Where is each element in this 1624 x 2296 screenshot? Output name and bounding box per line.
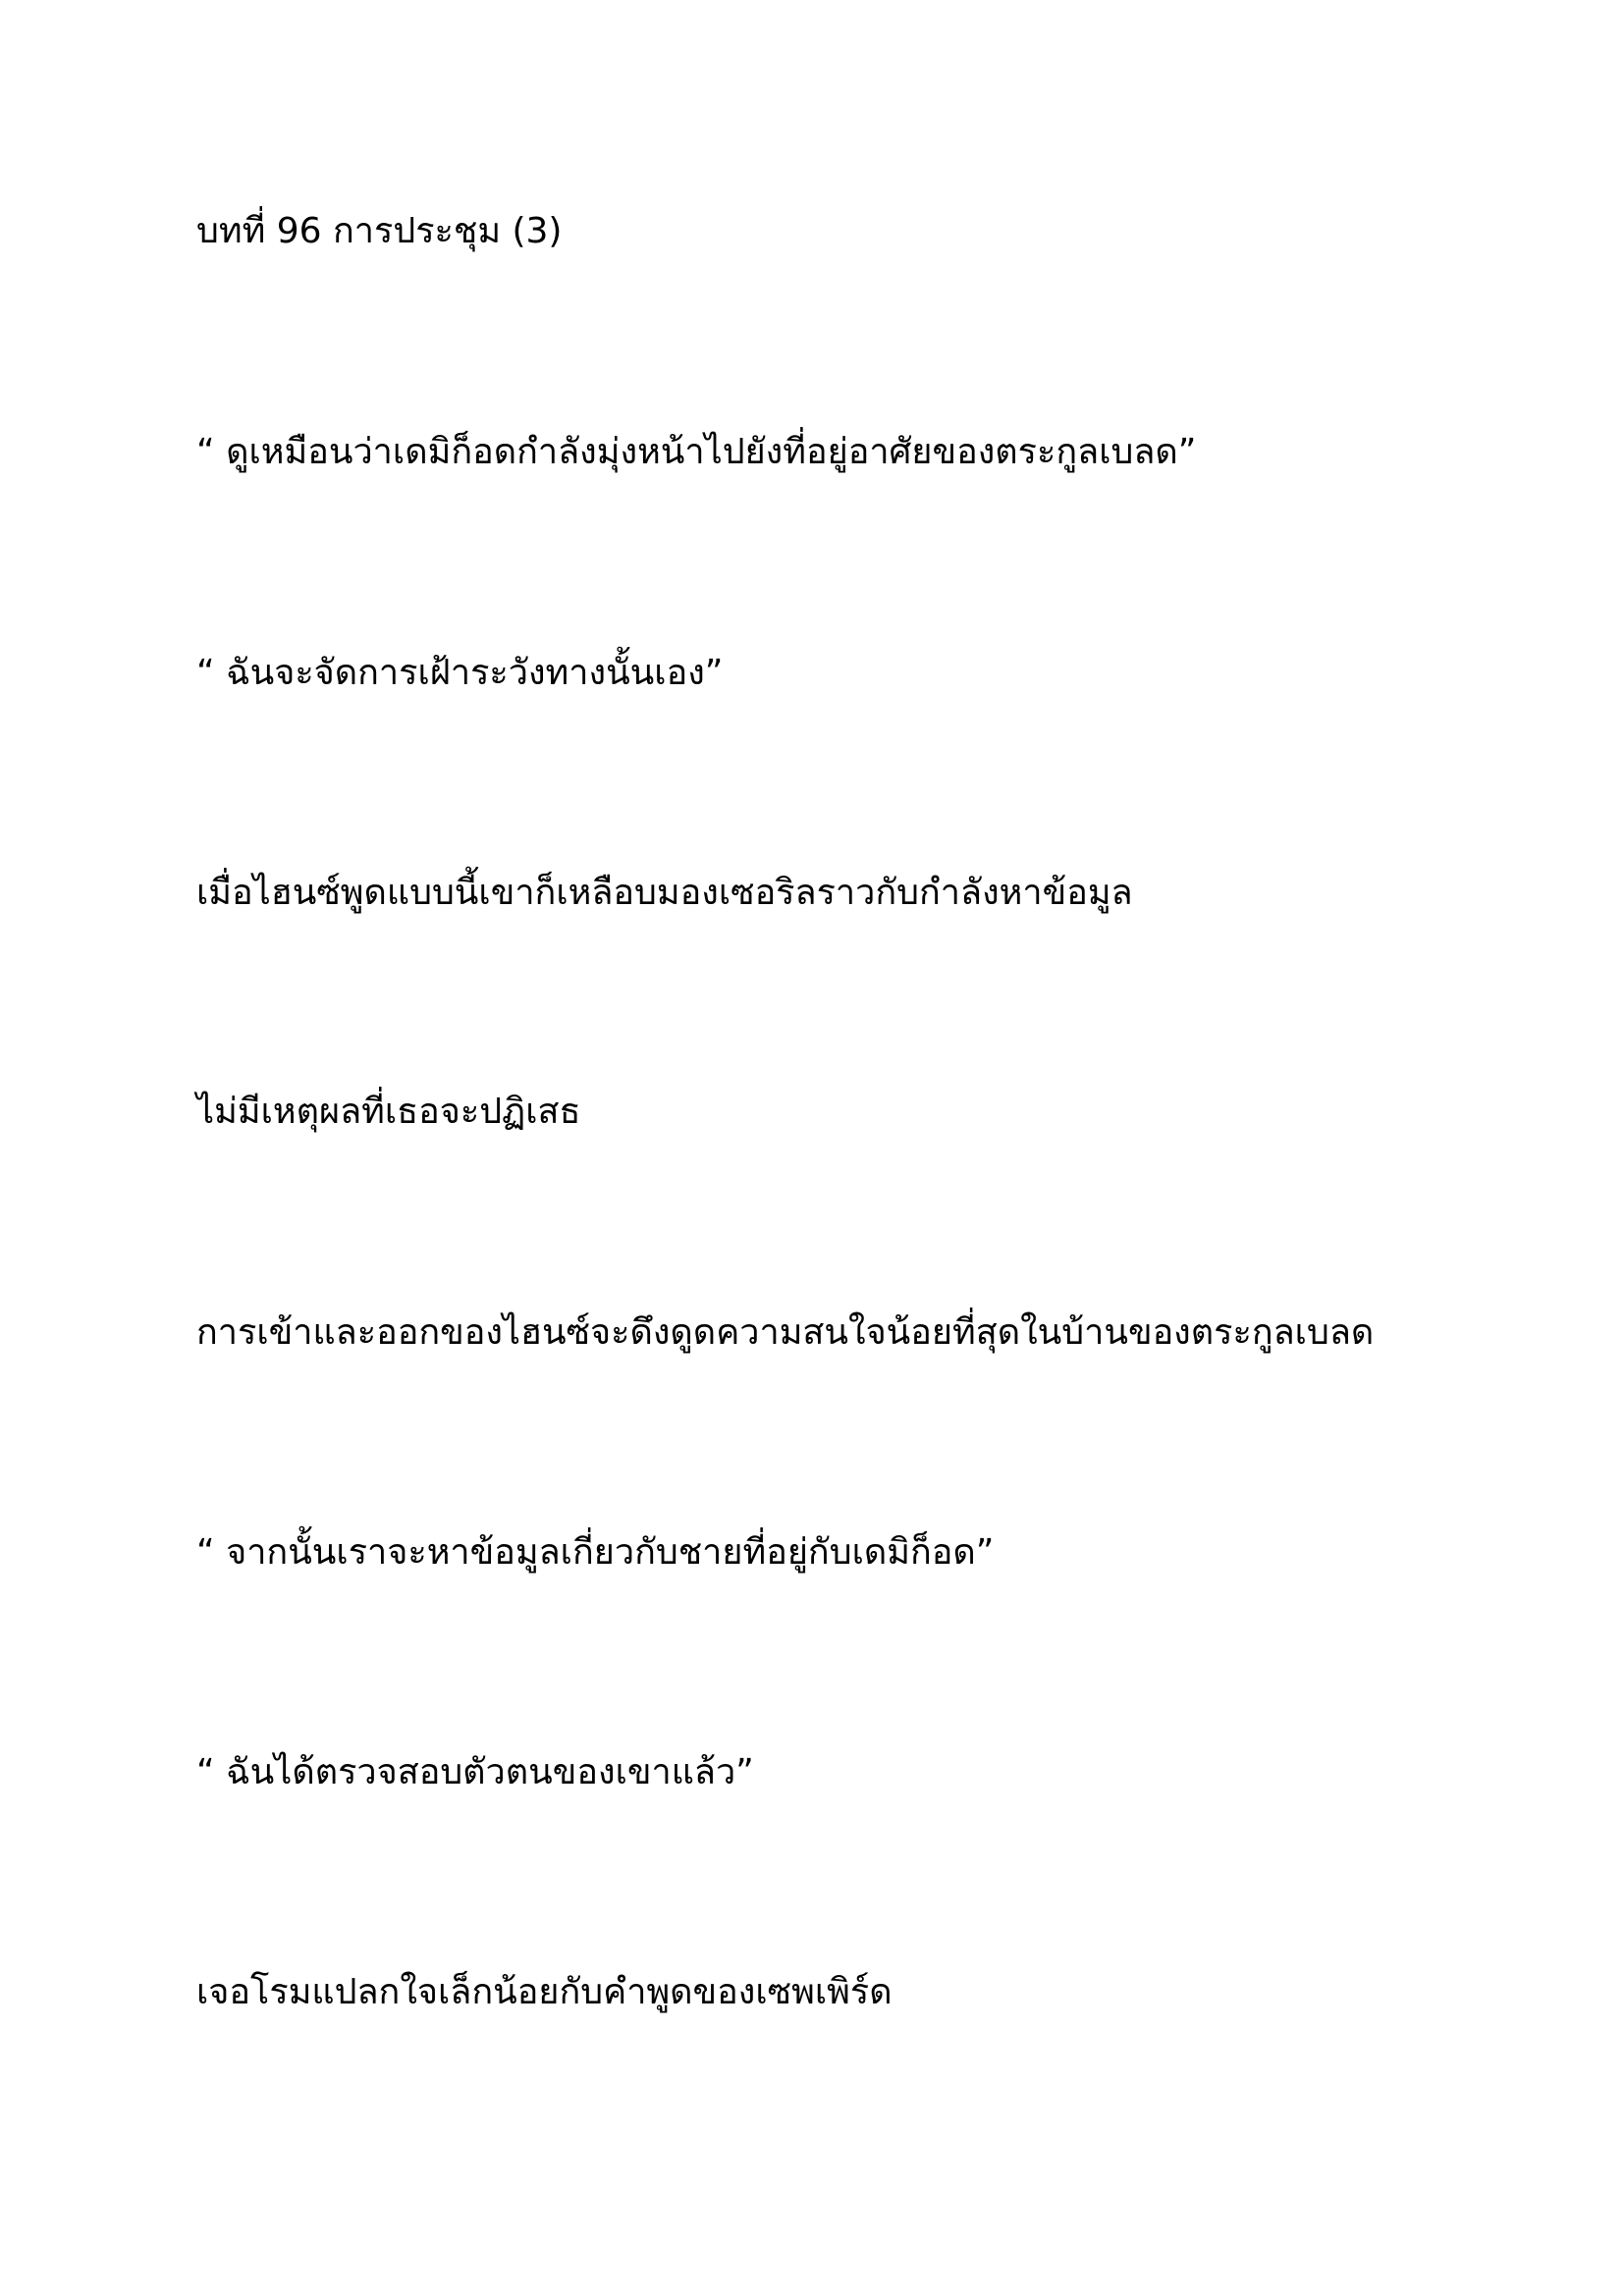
- paragraph-narration: การเข้าและออกของไฮนซ์จะดึงดูดความสนใจน้อยที่สุดในบ้านของตระกูลเบลด: [196, 1312, 1375, 1353]
- paragraph-narration: เจอโรมแปลกใจเล็กน้อยกับคำพูดของเซพเพิร์ด: [196, 1972, 893, 2012]
- paragraph-dialogue: “ จากนั้นเราจะหาข้อมูลเกี่ยวกับชายที่อยู่กับเดมิก็อด”: [196, 1532, 995, 1573]
- paragraph-narration: เมื่อไฮนซ์พูดแบบนี้เขาก็เหลือบมองเซอริลราวกับกำลังหาข้อมูล: [196, 873, 1133, 913]
- paragraph-narration: ไม่มีเหตุผลที่เธอจะปฏิเสธ: [196, 1092, 581, 1132]
- paragraph-dialogue: “ ดูเหมือนว่าเดมิก็อดกำลังมุ่งหน้าไปยังที่อยู่อาศัยของตระกูลเบลด”: [196, 432, 1197, 472]
- paragraph-dialogue: “ ฉันได้ตรวจสอบตัวตนของเขาแล้ว”: [196, 1752, 754, 1792]
- paragraph-dialogue: “ ฉันจะจัดการเฝ้าระวังทางนั้นเอง”: [196, 653, 724, 693]
- chapter-title: บทที่ 96 การประชุม (3): [196, 211, 563, 251]
